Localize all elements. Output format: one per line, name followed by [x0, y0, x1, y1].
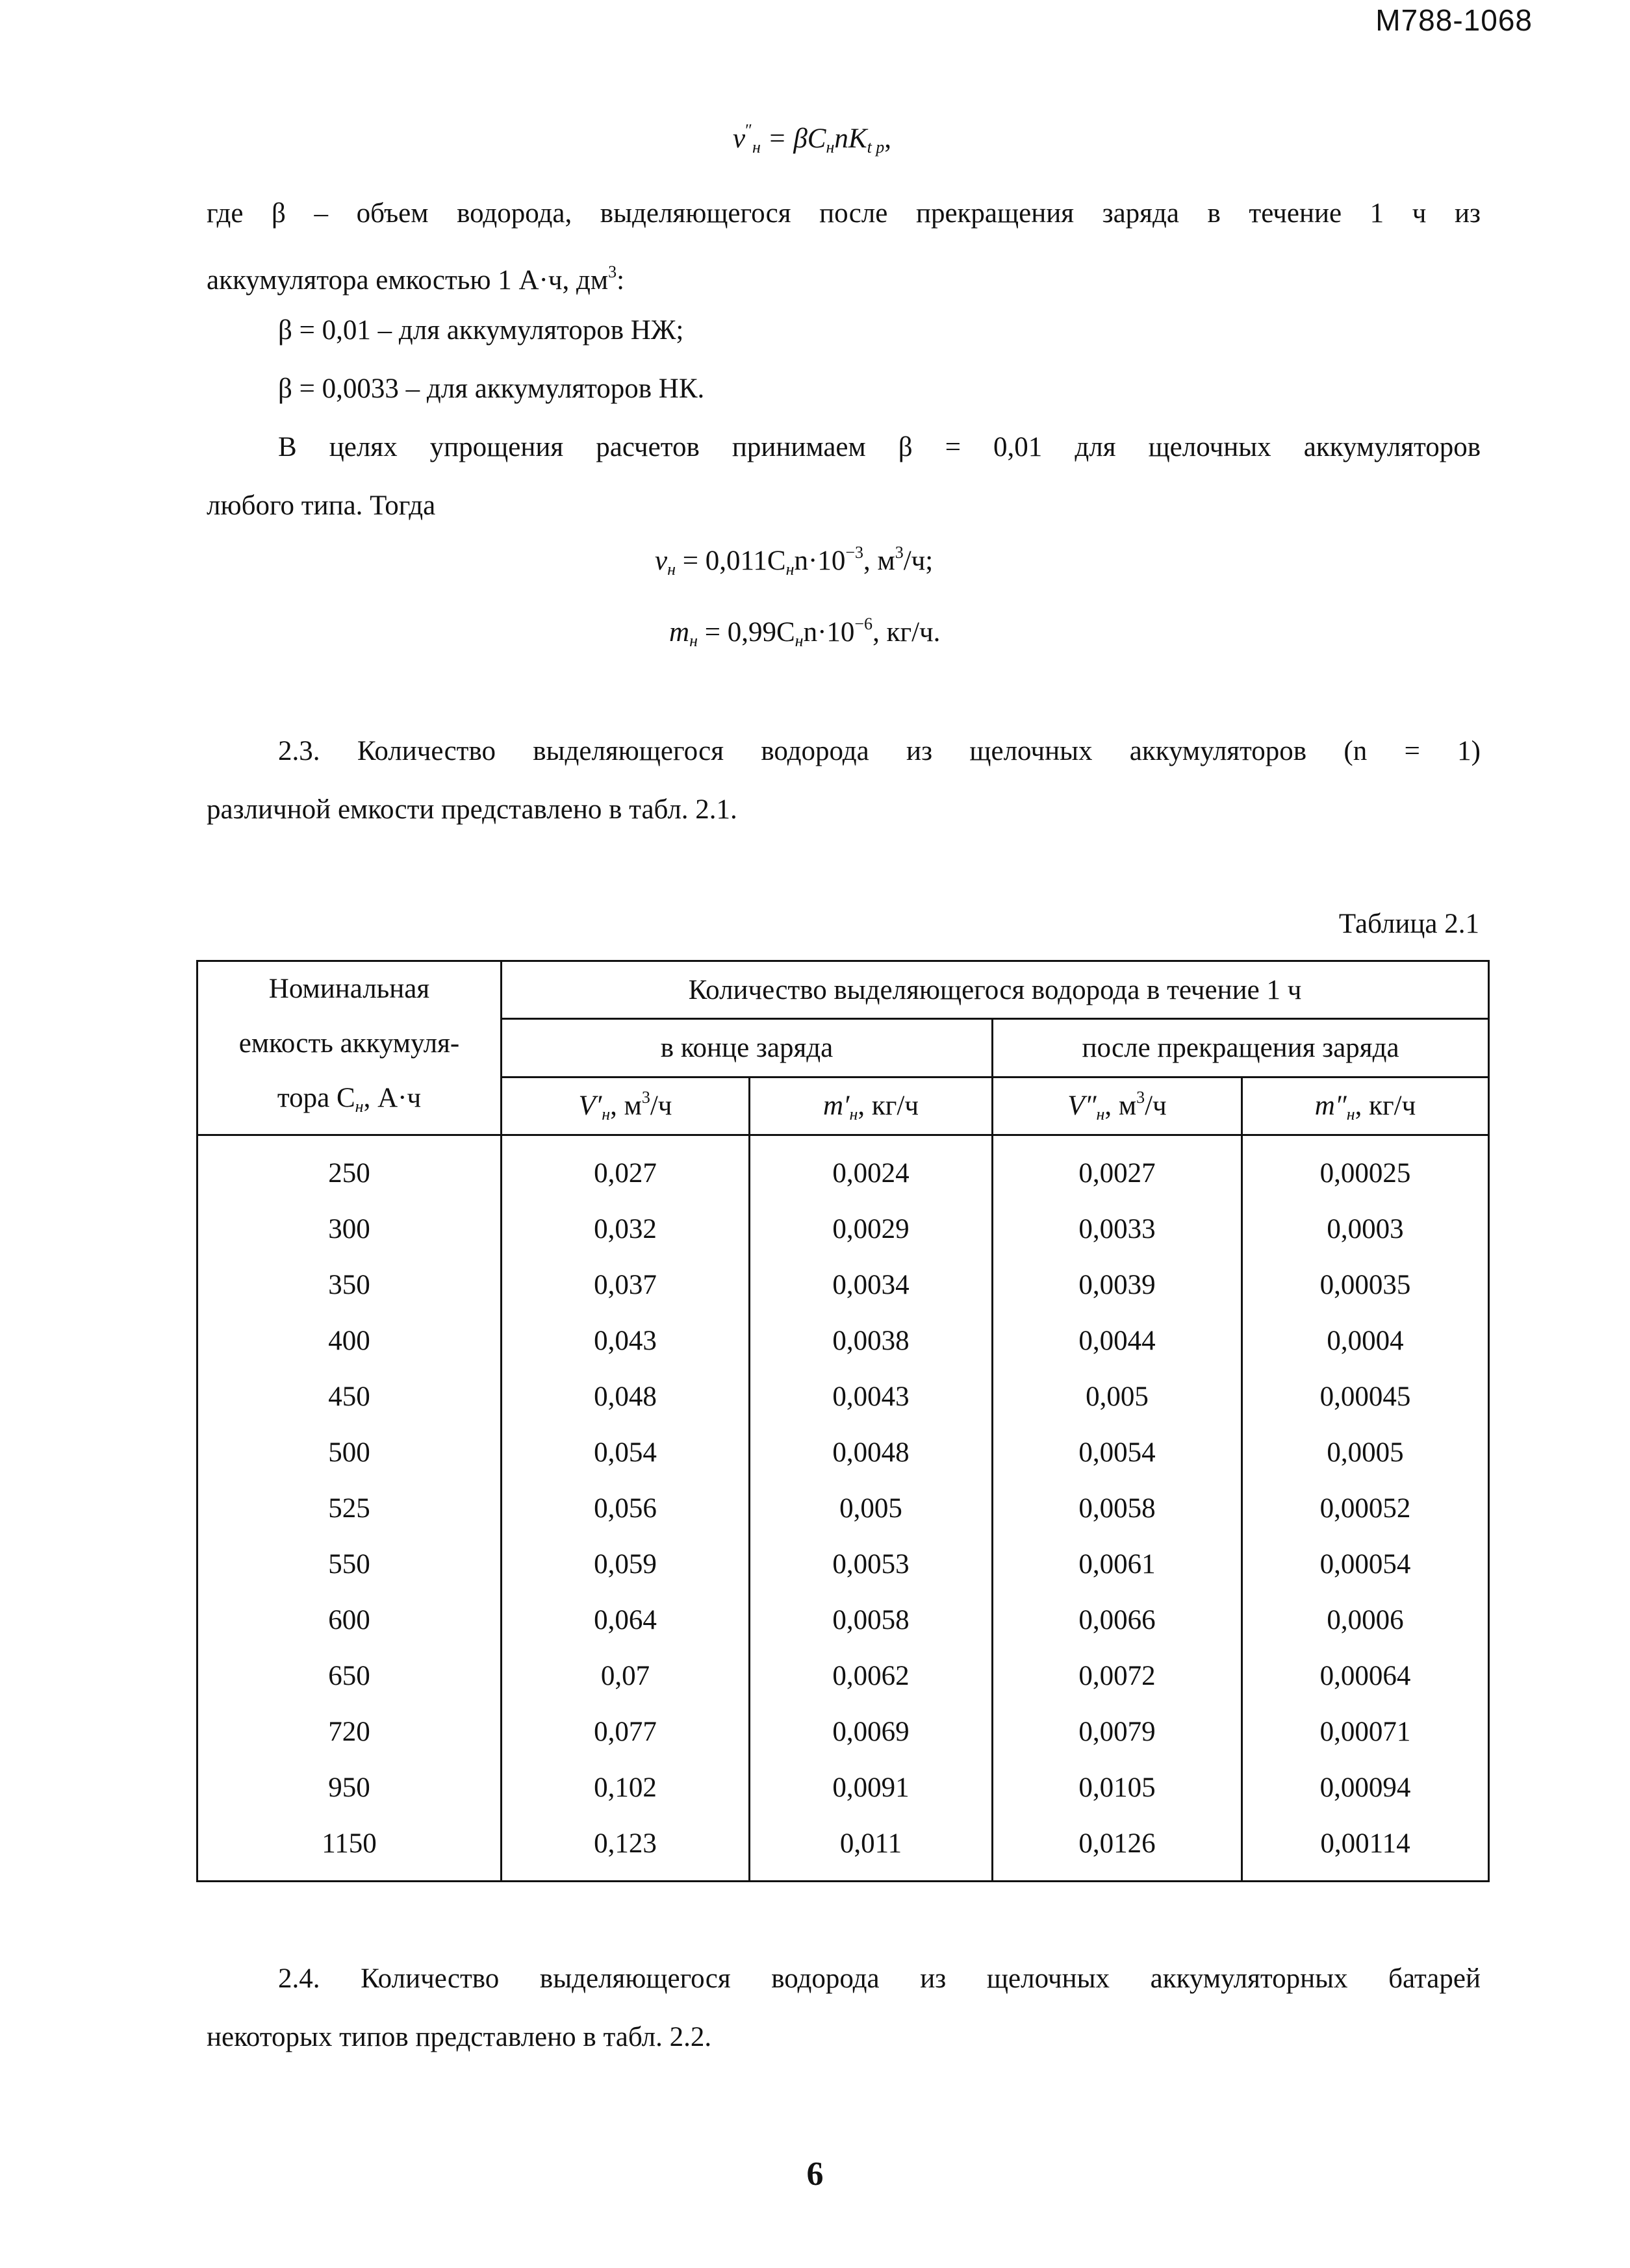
formula-tail: , — [884, 123, 892, 154]
beta-nzh-line: β = 0,01 – для аккумуляторов НЖ; — [278, 315, 684, 346]
value-cell: 0,123 — [502, 1815, 750, 1882]
formula-rhs-sub2: t p — [867, 138, 885, 157]
value-cell: 0,0061 — [993, 1536, 1242, 1592]
stub-header — [197, 961, 502, 1135]
formula-v-unit-tail: /ч; — [903, 546, 934, 576]
column-symbol: V′ — [578, 1090, 602, 1121]
column-unit-tail: /ч — [1145, 1090, 1167, 1121]
capacity-cell: 500 — [197, 1424, 502, 1480]
where-line-1: где β – объем водорода, выделяющегося после прекращения заряда в течение 1 ч из — [207, 198, 1481, 229]
column-header — [750, 1077, 993, 1135]
value-cell: 0,064 — [502, 1592, 750, 1648]
value-cell: 0,102 — [502, 1759, 750, 1815]
value-cell: 0,07 — [502, 1648, 750, 1704]
value-cell: 0,0053 — [750, 1536, 993, 1592]
column-header — [993, 1077, 1242, 1135]
simplify-line-2: любого типа. Тогда — [207, 490, 436, 521]
column-symbol-sub: н — [849, 1104, 858, 1124]
value-cell: 0,0079 — [993, 1704, 1242, 1759]
column-unit-tail: /ч — [650, 1090, 672, 1121]
capacity-cell: 1150 — [197, 1815, 502, 1882]
formula-v-mid: = 0,011C — [676, 546, 786, 576]
capacity-cell: 250 — [197, 1135, 502, 1202]
value-cell: 0,00114 — [1242, 1815, 1489, 1882]
table-row — [197, 1815, 1489, 1882]
value-cell: 0,032 — [502, 1201, 750, 1257]
table-caption: Таблица 2.1 — [1338, 909, 1479, 939]
stub-header-sub: н — [355, 1097, 364, 1116]
formula-m-sub: н — [689, 631, 698, 650]
value-cell: 0,0072 — [993, 1648, 1242, 1704]
column-unit: , кг/ч — [858, 1090, 919, 1121]
where-line-2-colon: : — [617, 265, 625, 296]
stub-header-line-3 — [198, 1071, 500, 1134]
column-symbol: V″ — [1067, 1090, 1097, 1121]
page-number: 6 — [806, 2156, 824, 2193]
value-cell: 0,00035 — [1242, 1257, 1489, 1313]
formula-v-mid-sub: н — [785, 560, 795, 579]
column-header — [1242, 1077, 1489, 1135]
where-line-2 — [207, 243, 624, 310]
value-cell: 0,0069 — [750, 1704, 993, 1759]
formula-m-exp: −6 — [854, 614, 873, 633]
value-cell: 0,0038 — [750, 1313, 993, 1368]
capacity-cell: 600 — [197, 1592, 502, 1648]
table-row — [197, 1424, 1489, 1480]
formula-lhs-sup: ″ — [745, 121, 752, 140]
formula-lhs-sub: н — [752, 138, 761, 157]
value-cell: 0,059 — [502, 1536, 750, 1592]
table-row — [197, 1759, 1489, 1815]
value-cell: 0,056 — [502, 1480, 750, 1536]
value-cell: 0,0029 — [750, 1201, 993, 1257]
paragraph-2-3-line-1: 2.3. Количество выделяющегося водорода из щелочных аккумуляторов (n = 1) — [278, 736, 1481, 766]
formula-v-sub: н — [667, 560, 676, 579]
column-symbol-sub: н — [1096, 1104, 1105, 1124]
formula-m-n: n·10 — [803, 617, 855, 648]
paragraph-2-4-line-2: некоторых типов представлено в табл. 2.2. — [207, 2022, 712, 2052]
value-cell: 0,0058 — [993, 1480, 1242, 1536]
table-row — [197, 1592, 1489, 1648]
formula-m-unit: , кг/ч. — [872, 617, 941, 648]
value-cell: 0,027 — [502, 1135, 750, 1202]
value-cell: 0,0034 — [750, 1257, 993, 1313]
formula-lhs: v — [733, 123, 746, 154]
formula-hydrogen-after-charge — [733, 121, 891, 157]
value-cell: 0,0003 — [1242, 1201, 1489, 1257]
value-cell: 0,011 — [750, 1815, 993, 1882]
column-unit-sup: 3 — [641, 1087, 650, 1107]
column-symbol-sub: н — [1346, 1104, 1355, 1124]
formula-m-lhs: m — [669, 617, 690, 648]
column-unit: , кг/ч — [1355, 1090, 1416, 1121]
value-cell: 0,005 — [750, 1480, 993, 1536]
table-row — [197, 1313, 1489, 1368]
column-unit-sup: 3 — [1136, 1087, 1145, 1107]
column-header — [502, 1077, 750, 1135]
where-line-2-text: аккумулятора емкостью 1 А·ч, дм — [207, 265, 609, 296]
value-cell: 0,0054 — [993, 1424, 1242, 1480]
value-cell: 0,0043 — [750, 1368, 993, 1424]
formula-v-hydrogen — [655, 543, 933, 579]
value-cell: 0,043 — [502, 1313, 750, 1368]
value-cell: 0,0126 — [993, 1815, 1242, 1882]
value-cell: 0,005 — [993, 1368, 1242, 1424]
subheader-after-charge: после прекращения заряда — [993, 1019, 1489, 1077]
value-cell: 0,037 — [502, 1257, 750, 1313]
value-cell: 0,00045 — [1242, 1368, 1489, 1424]
value-cell: 0,0048 — [750, 1424, 993, 1480]
value-cell: 0,00025 — [1242, 1135, 1489, 1202]
stub-header-unit: , А·ч — [363, 1083, 422, 1113]
paragraph-2-4-line-1: 2.4. Количество выделяющегося водорода из щелочных аккумуляторных батарей — [278, 1963, 1481, 1994]
table-row — [197, 1368, 1489, 1424]
value-cell: 0,00052 — [1242, 1480, 1489, 1536]
capacity-cell: 650 — [197, 1648, 502, 1704]
value-cell: 0,0033 — [993, 1201, 1242, 1257]
document-code: М788-1068 — [1375, 3, 1533, 37]
value-cell: 0,00071 — [1242, 1704, 1489, 1759]
column-symbol: m′ — [823, 1090, 850, 1121]
value-cell: 0,0066 — [993, 1592, 1242, 1648]
value-cell: 0,0091 — [750, 1759, 993, 1815]
formula-v-exp: −3 — [845, 543, 863, 562]
value-cell: 0,0105 — [993, 1759, 1242, 1815]
column-symbol: m″ — [1314, 1090, 1347, 1121]
stub-header-capacity: тора C — [277, 1083, 355, 1113]
value-cell: 0,048 — [502, 1368, 750, 1424]
value-cell: 0,0006 — [1242, 1592, 1489, 1648]
table-row — [197, 1648, 1489, 1704]
table-row — [197, 1704, 1489, 1759]
formula-m-hydrogen — [669, 614, 940, 651]
value-cell: 0,0039 — [993, 1257, 1242, 1313]
formula-v-lhs: v — [655, 546, 668, 576]
stub-header-line-2: емкость аккумуля- — [238, 1028, 460, 1059]
capacity-cell: 525 — [197, 1480, 502, 1536]
beta-nk-line: β = 0,0033 – для аккумуляторов НК. — [278, 373, 705, 404]
group-header: Количество выделяющегося водорода в течение 1 ч — [502, 961, 1489, 1019]
formula-rhs-sub1: н — [826, 138, 835, 157]
table-row — [197, 1257, 1489, 1313]
capacity-cell: 300 — [197, 1201, 502, 1257]
formula-rhs: = βC — [767, 123, 826, 154]
value-cell: 0,0044 — [993, 1313, 1242, 1368]
stub-header-line-1: Номинальная — [268, 974, 430, 1004]
table-row — [197, 1536, 1489, 1592]
value-cell: 0,00054 — [1242, 1536, 1489, 1592]
simplify-line-1: В целях упрощения расчетов принимаем β = 0,01 для щелочных аккумуляторов — [278, 432, 1481, 462]
formula-m-mid: = 0,99C — [697, 617, 795, 648]
formula-m-mid-sub: н — [795, 631, 804, 650]
capacity-cell: 400 — [197, 1313, 502, 1368]
hydrogen-table — [196, 960, 1490, 1882]
value-cell: 0,077 — [502, 1704, 750, 1759]
table-row — [197, 1135, 1489, 1202]
capacity-cell: 950 — [197, 1759, 502, 1815]
value-cell: 0,00094 — [1242, 1759, 1489, 1815]
value-cell: 0,0058 — [750, 1592, 993, 1648]
capacity-cell: 350 — [197, 1257, 502, 1313]
paragraph-2-3-line-2: различной емкости представлено в табл. 2.1. — [207, 794, 737, 825]
formula-rhs2: nK — [834, 123, 867, 154]
value-cell: 0,0005 — [1242, 1424, 1489, 1480]
value-cell: 0,0024 — [750, 1135, 993, 1202]
capacity-cell: 720 — [197, 1704, 502, 1759]
value-cell: 0,0027 — [993, 1135, 1242, 1202]
table-row — [197, 1201, 1489, 1257]
formula-v-unit-sup: 3 — [895, 543, 904, 562]
value-cell: 0,0062 — [750, 1648, 993, 1704]
subheader-end-of-charge: в конце заряда — [502, 1019, 993, 1077]
value-cell: 0,054 — [502, 1424, 750, 1480]
table-row — [197, 1480, 1489, 1536]
where-line-2-sup: 3 — [608, 262, 617, 281]
column-unit: , м — [610, 1090, 642, 1121]
column-unit: , м — [1104, 1090, 1137, 1121]
formula-v-n: n·10 — [794, 546, 846, 576]
capacity-cell: 550 — [197, 1536, 502, 1592]
value-cell: 0,0004 — [1242, 1313, 1489, 1368]
column-symbol-sub: н — [602, 1104, 611, 1124]
formula-v-unit: , м — [863, 546, 895, 576]
value-cell: 0,00064 — [1242, 1648, 1489, 1704]
capacity-cell: 450 — [197, 1368, 502, 1424]
